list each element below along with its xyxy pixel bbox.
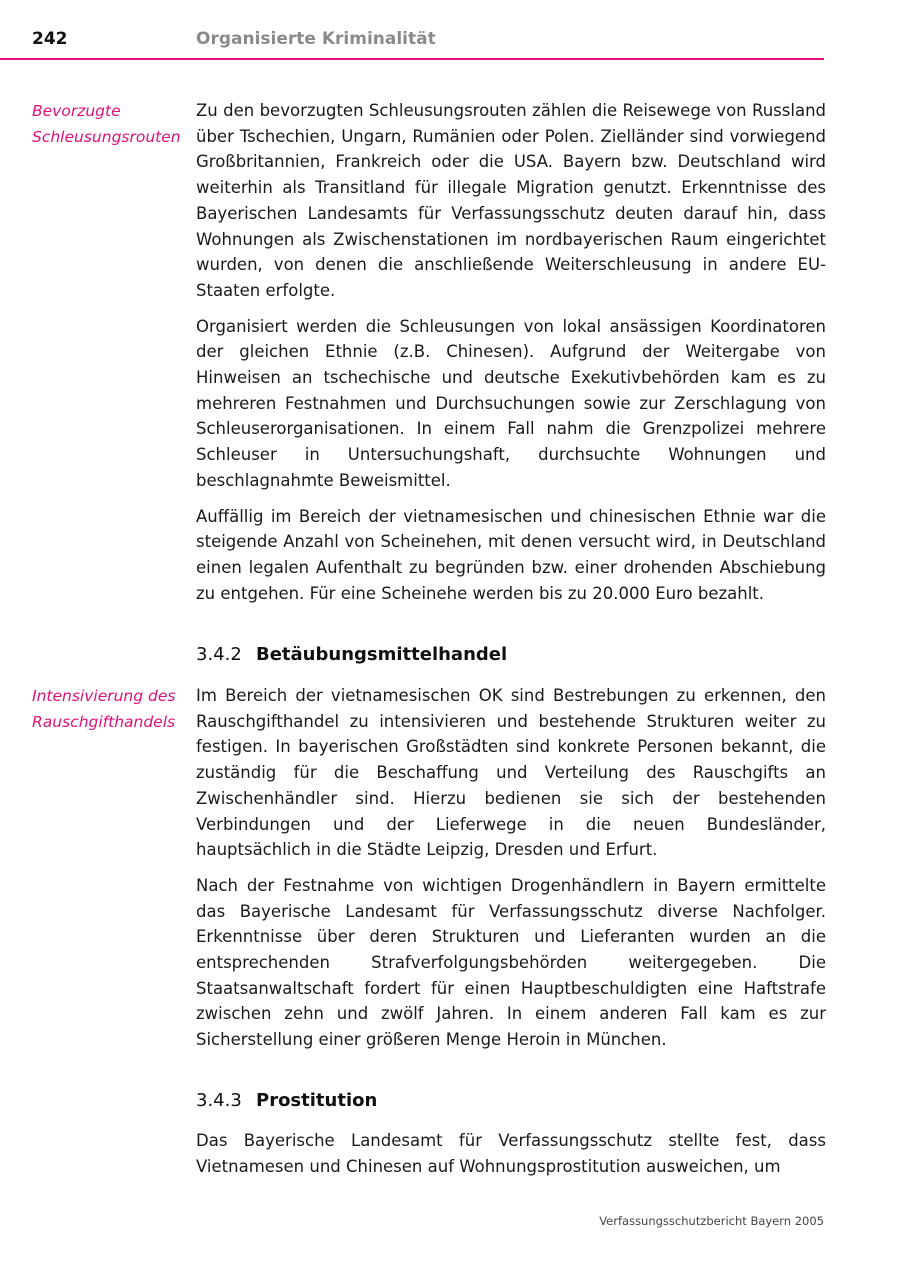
- paragraph: Im Bereich der vietnamesischen OK sind Bestrebungen zu erkennen, den Rauschgifthandel zu intensivieren und bestehende Strukturen weiter zu festigen. In bayerischen Großstädten sind konkrete Personen bekannt, die zuständig für die Beschaffung und Verteilung des Rauschgifts an Zwischenhändler sind. Hierzu bedienen sie sich der bestehenden Verbindungen und der Lieferwege in die neuen Bundesländer, hauptsächlich in die Städte Leipzig, Dresden und Erfurt.: [196, 686, 826, 860]
- margin-note-routes: [32, 98, 192, 150]
- paragraph: Nach der Festnahme von wichtigen Drogenhändlern in Bayern ermittelte das Bayerische Landesamt für Verfassungsschutz diverse Nachfolger. Erkenntnisse über deren Strukturen und Lieferanten wurden an die entsprechenden Strafverfolgungsbehörden weitergegeben. Die Staatsanwaltschaft fordert für einen Hauptbeschuldigten eine Haftstrafe zwischen zehn und zwölf Jahren. In einem anderen Fall kam es zur Sicherstellung einer größeren Menge Heroin in München.: [196, 875, 826, 1050]
- margin-note-drugs: [32, 683, 192, 735]
- page-number: 242: [32, 29, 68, 49]
- section-title: Betäubungsmittelhandel: [256, 644, 508, 665]
- running-title: Organisierte Kriminalität: [196, 29, 436, 49]
- margin-note-line: Bevorzugte: [32, 102, 121, 120]
- paragraph: Organisiert werden die Schleusungen von lokal ansässigen Koordinatoren der gleichen Ethnie (z.B. Chinesen). Aufgrund der Weitergabe von Hinweisen an tschechische und deutsche Exekutivbehörden kam es zu mehreren Festnahmen und Durchsuchungen sowie zur Zerschlagung von Schleuserorganisationen. In einem Fall nahm die Grenzpolizei mehrere Schleuser in Untersuchungshaft, durchsuchte Wohnungen und beschlagnahmte Beweismittel.: [196, 316, 826, 490]
- section-drugs: [196, 683, 826, 1063]
- page-footer: Verfassungsschutzbericht Bayern 2005: [599, 1214, 824, 1228]
- section-heading-prostitution: [196, 1090, 377, 1111]
- margin-note-line: Schleusungsrouten: [32, 128, 181, 146]
- page-header: [0, 28, 824, 60]
- margin-note-line: Rauschgifthandels: [32, 713, 176, 731]
- section-title: Prostitution: [256, 1090, 378, 1111]
- paragraph: Auffällig im Bereich der vietnamesischen und chinesischen Ethnie war die steigende Anzahl von Scheinehen, mit denen versucht wird, in Deutschland einen legalen Aufenthalt zu begründen bzw. einer drohenden Abschiebung zu entgehen. Für eine Scheinehe werden bis zu 20.000 Euro bezahlt.: [196, 506, 826, 603]
- paragraph: Das Bayerische Landesamt für Verfassungsschutz stellte fest, dass Vietnamesen und Chinesen auf Wohnungsprostitution ausweichen, um: [196, 1131, 826, 1176]
- margin-note-line: Intensivierung des: [32, 687, 176, 705]
- section-number: 3.4.3: [196, 1090, 242, 1111]
- paragraph: Zu den bevorzugten Schleusungsrouten zählen die Reisewege von Russland über Tschechien, Ungarn, Rumänien oder Polen. Zielländer sind vorwiegend Großbritannien, Frankreich oder die USA. Bayern bzw. Deutschland wird weiterhin als Transitland für illegale Migration genutzt. Erkenntnisse des Bayerischen Landesamts für Verfassungsschutz deuten darauf hin, dass Wohnungen als Zwischenstationen im nordbayerischen Raum eingerichtet wurden, von denen die anschließende Weiterschleusung in andere EU-Staaten erfolgte.: [196, 101, 826, 300]
- section-prostitution: [196, 1128, 826, 1189]
- section-smuggling: [196, 98, 826, 616]
- section-heading-drugs: [196, 644, 507, 665]
- section-number: 3.4.2: [196, 644, 242, 665]
